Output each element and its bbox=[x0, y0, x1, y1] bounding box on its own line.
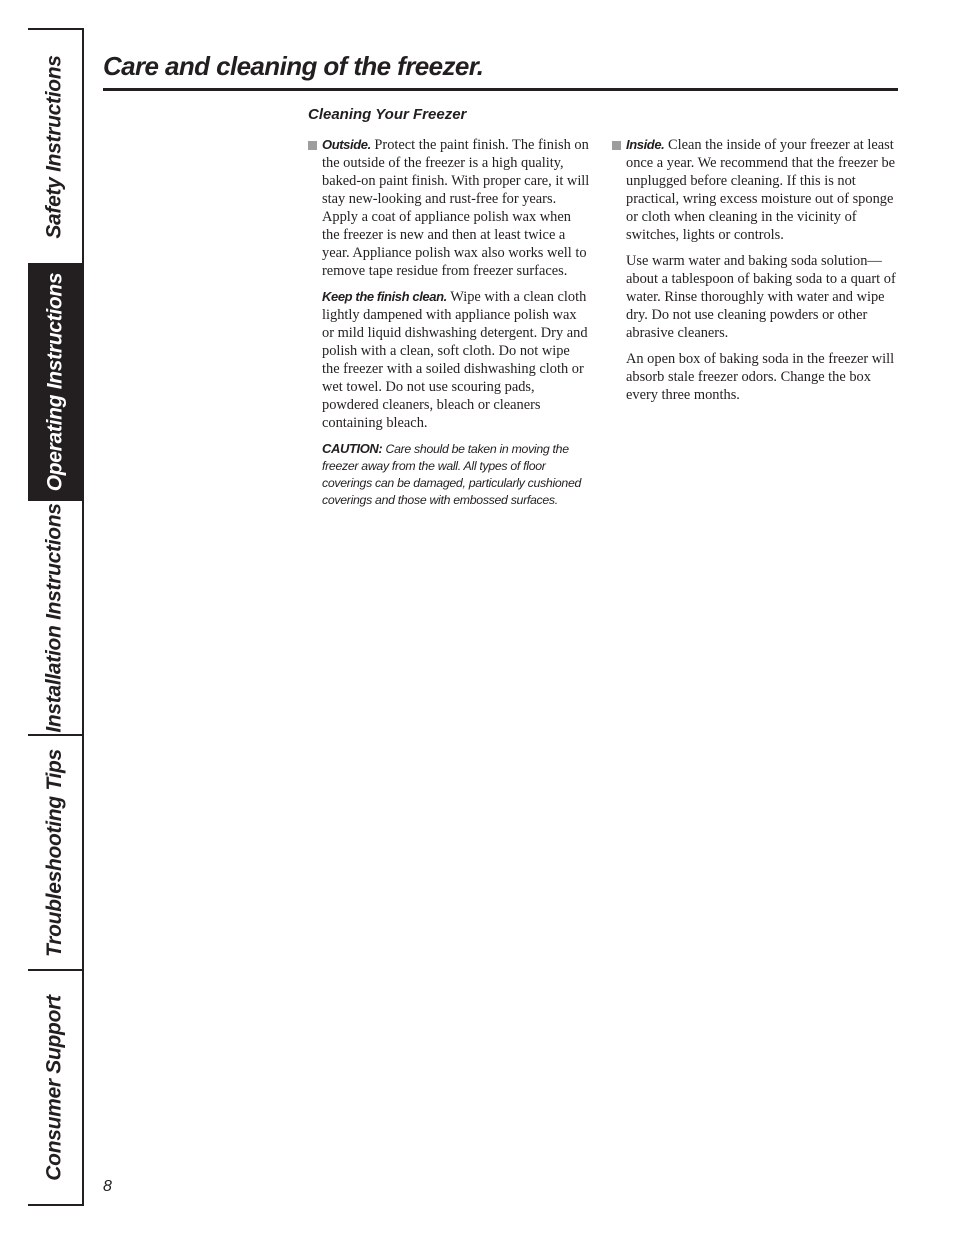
caution-text: Care should be taken in moving the freezer away from the wall. All types of floor coverings can be damaged, particularly cushioned coverings and those with embossed surfaces. bbox=[322, 442, 582, 507]
side-tab-nav bbox=[28, 28, 84, 1206]
square-bullet-icon bbox=[612, 141, 621, 150]
outside-text: Protect the paint finish. The finish on the outside of the freezer is a high quality, baked-on paint finish. With proper care, it will stay new-looking and rust-free for years. Apply a coat of appliance polish wax when the freezer is new and then at least twice a year. Appliance polish wax also works well to remove tape residue from freezer surfaces. bbox=[322, 137, 590, 279]
tab-consumer-support[interactable] bbox=[28, 969, 82, 1204]
right-column bbox=[612, 136, 900, 412]
tab-label: Operating Instructions bbox=[43, 272, 66, 492]
baking-soda-wash-paragraph: Use warm water and baking soda solution—about a tablespoon of baking soda to a quart of water. Rinse thoroughly with water and wipe dry. Do not use cleaning powders or other abrasive cleaners. bbox=[626, 253, 896, 341]
outside-paragraph bbox=[322, 136, 590, 280]
tab-operating-instructions[interactable] bbox=[28, 263, 82, 499]
caution-note bbox=[322, 440, 590, 509]
keep-clean-text: Wipe with a clean cloth lightly dampened with appliance polish wax or mild liquid dishwashing detergent. Dry and polish with a clean, soft cloth. Do not wipe the freezer with a soiled dishwashing cloth or wet towel. Do not use scouring pads, powdered cleaners, bleach or cleaners containing bleach. bbox=[322, 289, 588, 431]
inside-paragraph bbox=[626, 136, 900, 244]
caution-lead: CAUTION: bbox=[322, 441, 383, 456]
section-heading: Cleaning Your Freezer bbox=[308, 106, 467, 123]
inside-text: Clean the inside of your freezer at least once a year. We recommend that the freezer be unplugged before cleaning. If this is not practical, wring excess moisture out of sponge or cloth when cleaning in the vicinity of switches, lights or controls. bbox=[626, 137, 896, 243]
tab-label: Safety Instructions bbox=[43, 54, 66, 239]
tab-troubleshooting-tips[interactable] bbox=[28, 734, 82, 969]
tab-label: Consumer Support bbox=[43, 994, 66, 1181]
tab-installation-instructions[interactable] bbox=[28, 499, 82, 734]
keep-clean-paragraph bbox=[322, 288, 590, 432]
inside-lead: Inside. bbox=[626, 137, 665, 152]
tab-label: Installation Instructions bbox=[43, 502, 67, 733]
page-title: Care and cleaning of the freezer. bbox=[103, 51, 484, 81]
square-bullet-icon bbox=[308, 141, 317, 150]
left-column bbox=[308, 136, 590, 509]
title-rule bbox=[103, 88, 898, 91]
page-number: 8 bbox=[103, 1178, 112, 1195]
keep-clean-lead: Keep the finish clean. bbox=[322, 289, 447, 304]
tab-label: Troubleshooting Tips bbox=[43, 748, 67, 957]
baking-soda-box-paragraph: An open box of baking soda in the freezer will absorb stale freezer odors. Change the box every three months. bbox=[626, 351, 895, 403]
tab-safety-instructions[interactable] bbox=[28, 28, 82, 263]
outside-lead: Outside. bbox=[322, 137, 371, 152]
